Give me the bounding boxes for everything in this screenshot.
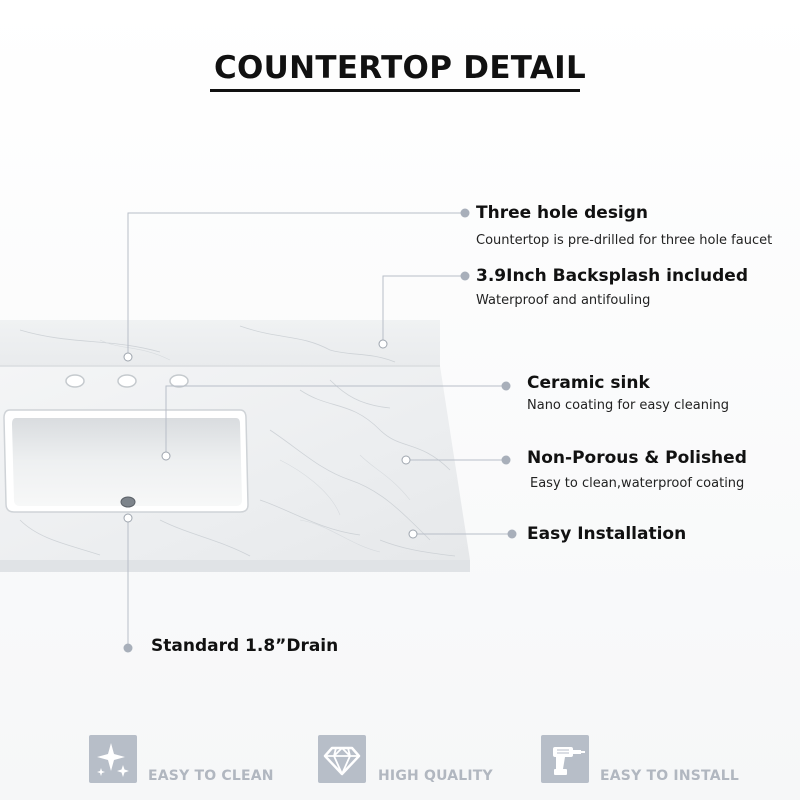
feature-desc-three-hole: Countertop is pre-drilled for three hole faucet [476, 233, 773, 248]
badge-label-high-quality: HIGH QUALITY [378, 768, 493, 784]
ceramic-sink-basin [4, 410, 248, 512]
feature-desc-ceramic-sink: Nano coating for easy cleaning [527, 398, 730, 413]
feature-title-backsplash: 3.9Inch Backsplash included [476, 266, 748, 286]
diamond-icon [318, 735, 366, 783]
feature-title-ceramic-sink: Ceramic sink [527, 373, 650, 393]
drill-icon [541, 735, 589, 783]
feature-title-three-hole: Three hole design [476, 203, 649, 223]
feature-title-drain: Standard 1.8”Drain [151, 636, 339, 656]
sparkle-icon [89, 735, 137, 783]
feature-desc-backsplash: Waterproof and antifouling [476, 293, 651, 308]
feature-title-non-porous: Non-Porous & Polished [527, 448, 747, 468]
feature-title-easy-installation: Easy Installation [527, 524, 687, 544]
badge-label-easy-to-install: EASY TO INSTALL [600, 768, 739, 784]
page-title: COUNTERTOP DETAIL [213, 50, 587, 86]
badge-label-easy-to-clean: EASY TO CLEAN [148, 768, 274, 784]
feature-desc-non-porous: Easy to clean,waterproof coating [530, 476, 745, 491]
